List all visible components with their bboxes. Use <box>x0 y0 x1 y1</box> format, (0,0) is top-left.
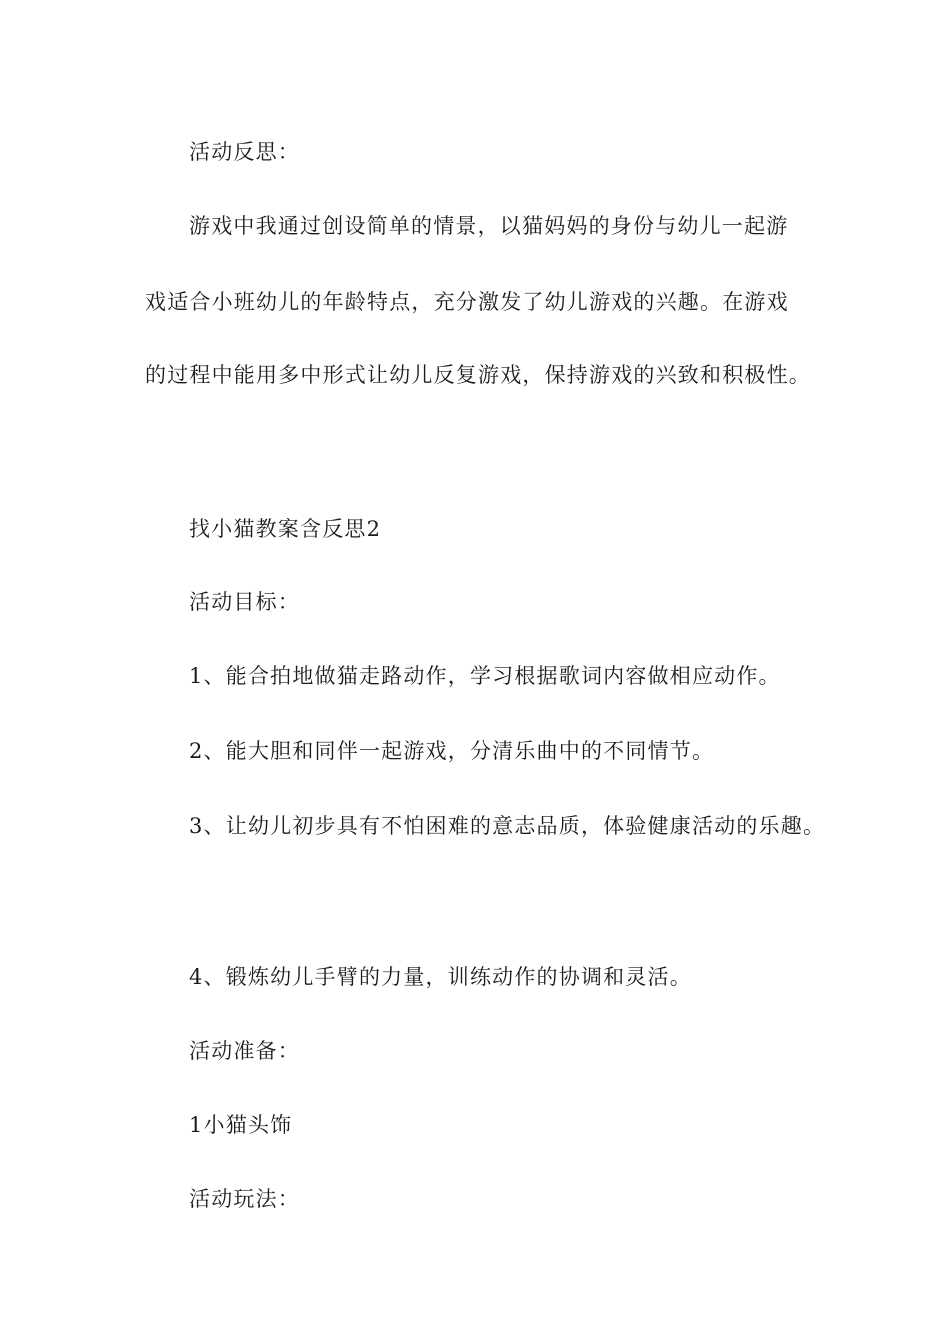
goal-item-1: 1、能合拍地做猫走路动作，学习根据歌词内容做相应动作。 <box>189 664 781 688</box>
prep-heading: 活动准备： <box>189 1039 300 1063</box>
play-heading: 活动玩法： <box>189 1187 300 1211</box>
reflection-paragraph-line-2: 戏适合小班幼儿的年龄特点，充分激发了幼儿游戏的兴趣。在游戏 <box>145 290 789 314</box>
goal-item-2: 2、能大胆和同伴一起游戏，分清乐曲中的不同情节。 <box>189 739 715 763</box>
lesson-title: 找小猫教案含反思2 <box>189 517 382 541</box>
prep-item-1: 1小猫头饰 <box>189 1113 293 1137</box>
reflection-heading: 活动反思： <box>189 140 300 164</box>
goal-item-3: 3、让幼儿初步具有不怕困难的意志品质，体验健康活动的乐趣。 <box>189 814 826 838</box>
reflection-paragraph-line-3: 的过程中能用多中形式让幼儿反复游戏，保持游戏的兴致和积极性。 <box>145 363 811 387</box>
reflection-paragraph-line-1: 游戏中我通过创设简单的情景，以猫妈妈的身份与幼儿一起游 <box>189 214 789 238</box>
goal-item-4: 4、锻炼幼儿手臂的力量，训练动作的协调和灵活。 <box>189 965 692 989</box>
goals-heading: 活动目标： <box>189 590 300 614</box>
